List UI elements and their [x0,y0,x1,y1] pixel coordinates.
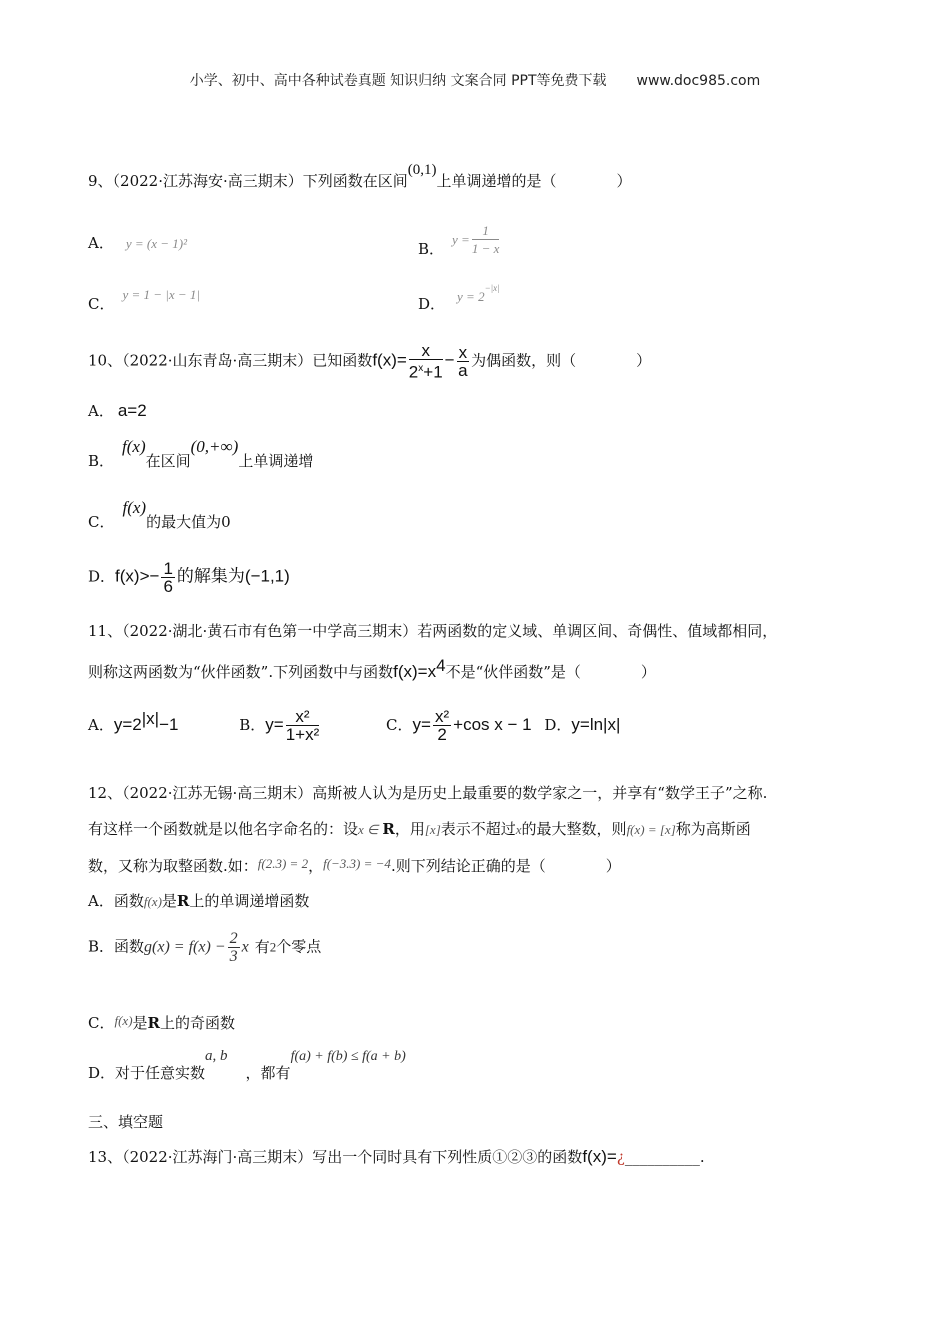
q10-b-mid: 在区间 [145,452,191,470]
question-9 [88,162,632,191]
den-base: 2 [408,362,419,382]
page-header [0,70,950,90]
q11-option-c[interactable] [386,707,532,744]
q12-b-x: x [241,938,249,956]
q12-d-inequality: f(a) + f(b) ≤ f(a + b) [290,1049,406,1064]
q12-d-ab: a, b [205,1048,228,1064]
q9-option-d[interactable] [418,283,500,313]
header-url[interactable]: www.doc985.com [636,73,761,89]
q12-line-2b: ，用 [394,820,425,838]
option-label: C． [386,715,413,734]
q11-b-lhs: y= [265,714,284,734]
q11-option-d[interactable] [544,716,620,734]
q11-a-expr: y=2 [113,714,142,734]
q11-a-exponent: |x| [141,708,160,728]
q10-b-interval: (0,+∞) [190,437,239,456]
q11-line-1: （2022·湖北·黄石市有色第一中学高三期末）若两函数的定义域、单调区间、奇偶性、值域都相同， [122,622,778,640]
fraction-numerator: x² [434,707,450,726]
q12-option-b[interactable] [88,930,321,965]
q12-option-d[interactable] [88,1046,406,1086]
q12-floor-x: [x] [424,822,441,837]
q10-option-d[interactable] [88,560,290,595]
option-label: B． [239,715,266,734]
q10-b-tail: 上单调递增 [238,452,314,470]
q10-source: （2022·山东青岛·高三期末）已知函数 [122,351,373,370]
q12-x-in: x ∈ [358,822,379,837]
q12-b-count: 2 [269,939,277,955]
q9-option-b[interactable] [418,222,501,257]
q12-a-tail: 上的单调递增函数 [189,892,310,910]
q12-number: 12、 [88,784,123,802]
q11-a-tail: −1 [159,714,179,734]
q10-b-fx: f(x) [122,437,146,456]
q11-c-tail: +cos x − 1 [453,714,532,734]
section-title-fill-in: 三、填空题 [88,1113,164,1131]
q12-c-real-set: R [147,1014,161,1032]
q10-tail: 为偶函数，则（ ） [471,351,652,370]
q12-real-set: R [382,820,395,838]
question-10 [88,342,651,381]
option-label: D． [418,295,446,313]
q12-comma: ， [308,857,324,875]
q12-a-fx: f(x) [143,894,162,909]
q12-d-pre: 对于任意实数 [115,1064,206,1082]
q12-line-3b: .则下列结论正确的是（ ） [390,857,621,875]
fraction-numerator: x² [286,708,320,726]
q12-a-real-set: R [176,892,190,910]
q9-b-fraction [472,222,500,257]
option-label: B． [88,452,115,470]
fraction-denominator: 1 − x [471,241,500,256]
fraction-numerator: x [458,342,468,362]
q12-line-2d: 的最大整数，则 [521,820,627,838]
q13-fx: f(x)= [582,1147,617,1166]
fraction-denominator: 3 [229,948,238,965]
q12-example-1: f(2.3) = 2 [257,856,309,871]
q9-c-expr: y = 1 − |x − 1| [122,287,200,302]
q11-b-fraction [286,708,320,743]
q12-b-fraction [228,930,240,965]
q11-c-fraction [433,708,451,743]
fraction-numerator: x [409,342,443,360]
q9-d-expr: y = 2 [457,289,485,304]
q11-option-b[interactable] [239,707,321,744]
q10-fx: f(x)= [372,350,407,370]
q11-line-2b: 不是“伙伴函数”是（ ） [445,663,656,681]
q10-c-fx: f(x) [122,498,147,517]
fraction-numerator: 1 [163,559,173,578]
option-label: C． [88,513,115,531]
q10-number: 10、 [88,351,123,370]
q12-a-mid: 是 [161,892,177,910]
q9-a-expr: y = (x − 1)² [125,236,187,251]
q9-b-lhs: y = [452,231,470,247]
option-label: D． [88,567,116,586]
q10-c-tail: 的最大值为0 [146,513,231,531]
option-label: A． [88,715,114,734]
q12-c-tail: 上的奇函数 [160,1014,236,1032]
option-label: A． [88,892,114,910]
q9-option-c[interactable] [88,283,200,313]
q12-option-a[interactable] [88,890,309,911]
question-12 [88,782,767,803]
q10-a-text: a=2 [117,401,147,420]
q13-glyph: ¿ [616,1148,625,1166]
q11-fx-exponent: 4 [436,656,446,675]
q10-option-a[interactable] [88,400,147,421]
q12-line-2c: 表示不超过 [440,820,516,838]
q11-line-2a: 则称这两函数为“伙伴函数”.下列函数中与函数 [88,663,394,681]
q12-b-tail: 个零点 [276,937,322,956]
question-11 [88,620,777,641]
q10-fraction-2 [457,344,470,379]
q10-fraction-1 [409,342,443,381]
q12-d-mid: ，都有 [245,1064,291,1082]
fraction-numerator: 2 [229,930,238,947]
fraction-denominator: 2 [437,725,447,744]
q10-option-c[interactable] [88,497,231,531]
q12-line-3a: 数，又称为取整函数.如： [88,857,258,875]
option-label: A． [88,402,114,420]
q9-tail: 上单调递增的是（ ） [436,172,632,190]
q9-option-a[interactable] [88,232,187,253]
q12-line-3 [88,855,621,876]
option-label: C． [88,295,115,313]
q12-x: x [515,822,522,837]
q13-end: . [699,1148,705,1166]
q9-source: （2022·江苏海安·高三期末）下列函数在区间 [112,172,408,190]
q13-number: 13、 [88,1148,123,1166]
q12-option-c[interactable] [88,1012,235,1033]
fraction-denominator [409,360,443,381]
q11-line-2 [88,656,656,682]
q11-c-lhs: y= [412,714,431,734]
q12-line-2e: 称为高斯函 [675,820,751,838]
q12-fx-definition: f(x) = [x] [626,822,676,837]
den-tail: +1 [423,362,443,382]
option-label: D． [88,1064,116,1082]
q12-a-pre: 函数 [113,892,144,910]
q11-number: 11、 [88,622,123,640]
q13-text: （2022·江苏海门·高三期末）写出一个同时具有下列性质①②③的函数 [122,1148,583,1166]
q12-line-1: （2022·江苏无锡·高三期末）高斯被人认为是历史上最重要的数学家之一，并享有“数学王子”之称. [122,784,768,802]
question-13 [88,1146,705,1167]
fraction-denominator: a [458,360,468,380]
q9-interval: (0,1) [407,162,437,178]
q11-option-a[interactable] [88,708,179,734]
q12-b-pre: 函数 [114,937,145,956]
q9-number: 9、 [88,172,113,190]
q13-answer-blank[interactable]: __________ [624,1148,700,1166]
q9-d-exponent: −|x| [484,283,500,293]
option-label: D． [544,715,572,734]
q10-d-tail: 的解集为(−1,1) [176,566,290,586]
q12-line-2 [88,818,751,839]
q12-b-mid: 有 [254,937,270,956]
fraction-numerator: 1 [472,222,500,240]
q10-option-b[interactable] [88,436,314,470]
den-exponent: x [418,363,424,374]
fraction-denominator: 6 [163,577,173,596]
q10-d-fraction [161,560,174,595]
minus-sign: − [444,350,455,370]
fraction-denominator: 1+x² [285,725,320,744]
q11-d-expr: y=ln|x| [571,714,621,734]
q12-example-2: f(−3.3) = −4 [323,856,391,871]
option-label: C． [88,1014,115,1032]
q12-b-lhs: g(x) = f(x) − [144,938,226,956]
option-label: B． [418,239,445,258]
q11-options [88,708,620,743]
q12-c-mid: 是 [132,1014,148,1032]
option-label: B． [88,937,115,956]
q12-c-fx: f(x) [114,1013,133,1028]
q11-fx: f(x)=x [393,662,437,681]
q10-d-fx: f(x)>− [115,566,160,586]
option-label: A． [88,234,114,252]
q12-line-2a: 有这样一个函数就是以他名字命名的：设 [88,820,359,838]
header-text: 小学、初中、高中各种试卷真题 知识归纳 文案合同 PPT等免费下载 [189,73,607,89]
